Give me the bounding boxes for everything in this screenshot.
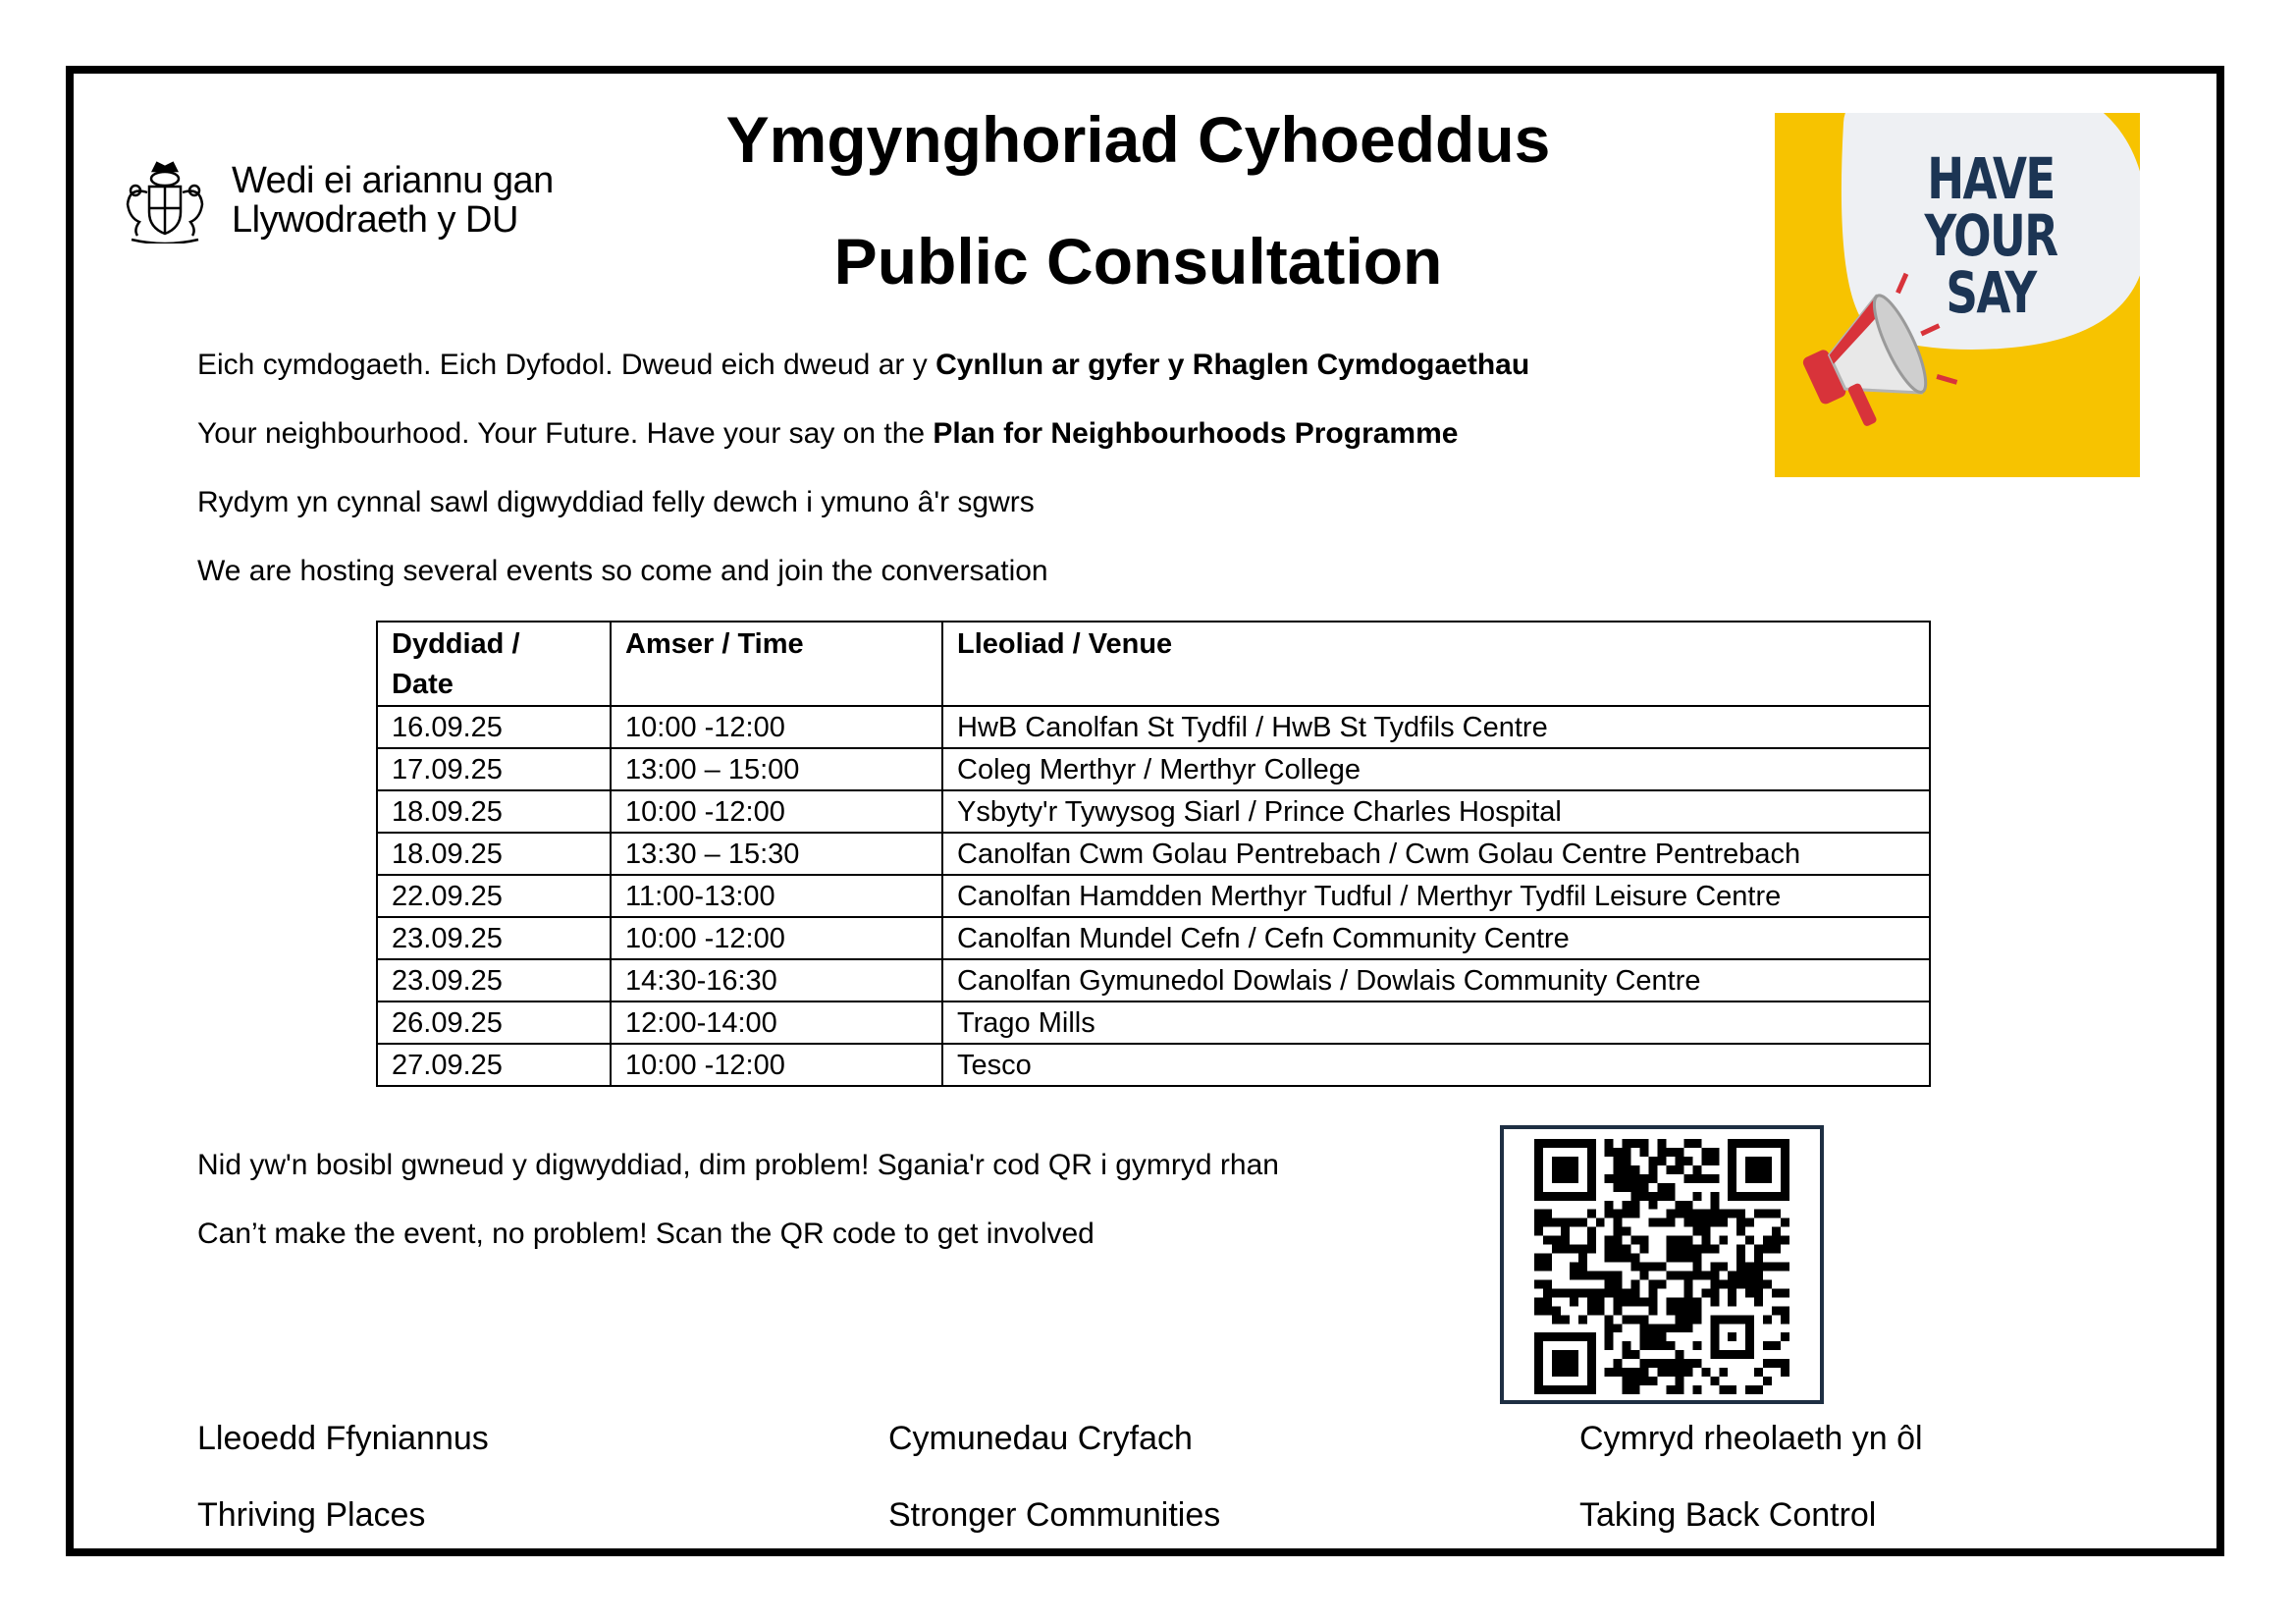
footer-thriving-english: Thriving Places bbox=[197, 1496, 426, 1534]
table-row bbox=[377, 748, 1930, 790]
cell-date: 18.09.25 bbox=[377, 790, 611, 833]
table-row bbox=[377, 959, 1930, 1001]
cell-date: 23.09.25 bbox=[377, 959, 611, 1001]
cell-time: 10:00 -12:00 bbox=[611, 790, 942, 833]
cell-time: 11:00-13:00 bbox=[611, 875, 942, 917]
intro-welsh-programme: Cynllun ar gyfer y Rhaglen Cymdogaethau bbox=[935, 349, 1530, 381]
title-welsh: Ymgynghoriad Cyhoeddus bbox=[725, 103, 1551, 176]
header-date-line-2: Date bbox=[392, 669, 454, 700]
cell-time: 10:00 -12:00 bbox=[611, 917, 942, 959]
have-your-say-line-2: YOUR SAY bbox=[1924, 202, 2057, 326]
cell-time: 13:30 – 15:30 bbox=[611, 833, 942, 875]
table-row bbox=[377, 706, 1930, 748]
title-english: Public Consultation bbox=[833, 225, 1443, 298]
funding-line-2: Llywodraeth y DU bbox=[232, 199, 518, 241]
cell-venue: Coleg Merthyr / Merthyr College bbox=[942, 748, 1930, 790]
events-table-body bbox=[377, 706, 1930, 1086]
table-row bbox=[377, 833, 1930, 875]
footer-stronger-english: Stronger Communities bbox=[888, 1496, 1221, 1534]
cell-time: 12:00-14:00 bbox=[611, 1001, 942, 1044]
footer-stronger-welsh: Cymunedau Cryfach bbox=[888, 1420, 1193, 1457]
cell-date: 27.09.25 bbox=[377, 1044, 611, 1086]
qr-prompt-english: Can’t make the event, no problem! Scan the QR code to get involved bbox=[197, 1218, 1095, 1250]
qr-code[interactable] bbox=[1500, 1125, 1824, 1404]
intro-english bbox=[197, 417, 1458, 451]
have-your-say-image bbox=[1775, 113, 2140, 477]
footer-control-welsh: Cymryd rheolaeth yn ôl bbox=[1579, 1420, 1923, 1457]
header-time: Amser / Time bbox=[611, 622, 942, 706]
cell-venue: Canolfan Mundel Cefn / Cefn Community Centre bbox=[942, 917, 1930, 959]
table-header-row bbox=[377, 622, 1930, 706]
cell-date: 23.09.25 bbox=[377, 917, 611, 959]
qr-prompt-welsh: Nid yw'n bosibl gwneud y digwyddiad, dim problem! Sgania'r cod QR i gymryd rhan bbox=[197, 1149, 1279, 1181]
qr-code-graphic bbox=[1534, 1139, 1789, 1394]
footer-thriving-welsh: Lleoedd Ffyniannus bbox=[197, 1420, 489, 1457]
cell-venue: Canolfan Hamdden Merthyr Tudful / Merthyr Tydfil Leisure Centre bbox=[942, 875, 1930, 917]
cell-venue: Canolfan Cwm Golau Pentrebach / Cwm Golau Centre Pentrebach bbox=[942, 833, 1930, 875]
cell-date: 22.09.25 bbox=[377, 875, 611, 917]
intro-welsh-text: Eich cymdogaeth. Eich Dyfodol. Dweud eich dweud ar y bbox=[197, 349, 936, 381]
table-row bbox=[377, 1044, 1930, 1086]
table-row bbox=[377, 875, 1930, 917]
cell-venue: Canolfan Gymunedol Dowlais / Dowlais Community Centre bbox=[942, 959, 1930, 1001]
cell-time: 10:00 -12:00 bbox=[611, 1044, 942, 1086]
table-row bbox=[377, 917, 1930, 959]
funding-line-1: Wedi ei ariannu gan bbox=[232, 160, 554, 201]
cell-venue: Trago Mills bbox=[942, 1001, 1930, 1044]
cell-date: 16.09.25 bbox=[377, 706, 611, 748]
cell-time: 13:00 – 15:00 bbox=[611, 748, 942, 790]
have-your-say-line-1: HAVE bbox=[1927, 145, 2055, 212]
events-intro-english: We are hosting several events so come and join the conversation bbox=[197, 555, 1048, 587]
header-venue: Lleoliad / Venue bbox=[942, 622, 1930, 706]
header-date-line-1: Dyddiad / bbox=[392, 628, 520, 660]
events-table bbox=[376, 621, 1931, 1087]
have-your-say-heading bbox=[1898, 145, 2082, 326]
intro-english-programme: Plan for Neighbourhoods Programme bbox=[933, 417, 1459, 450]
cell-venue: Ysbyty'r Tywysog Siarl / Prince Charles Hospital bbox=[942, 790, 1930, 833]
intro-english-text: Your neighbourhood. Your Future. Have your say on the bbox=[197, 417, 934, 450]
events-intro-welsh: Rydym yn cynnal sawl digwyddiad felly dewch i ymuno â'r sgwrs bbox=[197, 486, 1035, 518]
cell-time: 10:00 -12:00 bbox=[611, 706, 942, 748]
cell-date: 18.09.25 bbox=[377, 833, 611, 875]
table-row bbox=[377, 790, 1930, 833]
intro-welsh bbox=[197, 349, 1529, 382]
footer-control-english: Taking Back Control bbox=[1579, 1496, 1877, 1534]
table-row bbox=[377, 1001, 1930, 1044]
cell-venue: Tesco bbox=[942, 1044, 1930, 1086]
cell-venue: HwB Canolfan St Tydfil / HwB St Tydfils Centre bbox=[942, 706, 1930, 748]
cell-time: 14:30-16:30 bbox=[611, 959, 942, 1001]
cell-date: 17.09.25 bbox=[377, 748, 611, 790]
header-date bbox=[377, 622, 611, 706]
cell-date: 26.09.25 bbox=[377, 1001, 611, 1044]
